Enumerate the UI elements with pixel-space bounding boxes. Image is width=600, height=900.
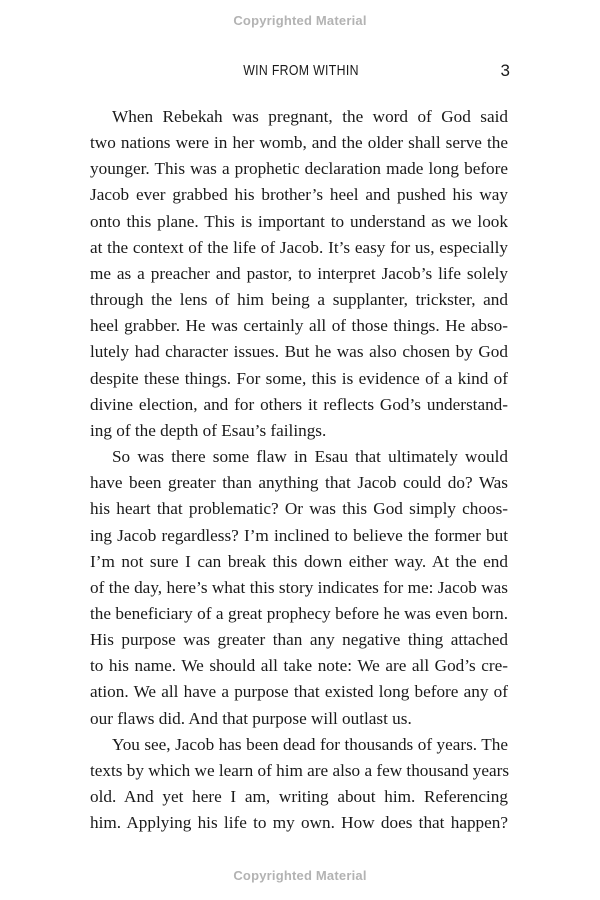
running-title: WIN FROM WITHIN xyxy=(243,62,359,79)
text-line: him. Applying his life to my own. How does that happen? xyxy=(90,813,508,833)
text-line: have been greater than anything that Jacob could do? Was xyxy=(90,473,508,493)
paragraph-3 xyxy=(90,732,508,837)
text-line: onto this plane. This is important to understand as we look xyxy=(90,211,508,231)
page-number: 3 xyxy=(500,61,510,80)
text-line: despite these things. For some, this is evidence of a kind of xyxy=(90,368,508,388)
text-line: divine election, and for others it reflects God’s understand- xyxy=(90,394,508,414)
text-line: heel grabber. He was certainly all of those things. He abso- xyxy=(90,316,508,336)
text-line: me as a preacher and pastor, to interpret Jacob’s life solely xyxy=(90,263,508,283)
text-line: ation. We all have a purpose that existed long before any of xyxy=(90,682,508,702)
text-line: his heart that problematic? Or was this God simply choos- xyxy=(90,499,508,519)
text-line: lutely had character issues. But he was also chosen by God xyxy=(90,342,508,362)
text-line: You see, Jacob has been dead for thousands of years. The xyxy=(112,734,508,754)
text-line: ing Jacob regardless? I’m inclined to believe the former but xyxy=(90,525,508,545)
text-line: two nations were in her womb, and the older shall serve the xyxy=(90,133,508,153)
text-line: So was there some flaw in Esau that ultimately would xyxy=(112,447,508,467)
paragraph-1 xyxy=(90,104,508,444)
text-line: our flaws did. And that purpose will outlast us. xyxy=(90,708,412,728)
text-line: ing of the depth of Esau’s failings. xyxy=(90,420,327,440)
text-line: Jacob ever grabbed his brother’s heel and pushed his way xyxy=(90,185,508,205)
text-line: old. And yet here I am, writing about him. Referencing xyxy=(90,787,508,807)
text-line: I’m not sure I can break this down either way. At the end xyxy=(90,551,508,571)
text-line: texts by which we learn of him are also a few thousand years xyxy=(90,760,510,780)
watermark-bottom: Copyrighted Material xyxy=(233,868,367,883)
text-line: through the lens of him being a supplanter, trickster, and xyxy=(90,290,508,310)
text-line: the beneficiary of a great prophecy before he was even born. xyxy=(90,603,508,623)
paragraph-2 xyxy=(90,444,508,732)
text-line: to his name. We should all take note: We are all God’s cre- xyxy=(90,656,508,676)
text-line: younger. This was a prophetic declaration made long before xyxy=(90,159,508,179)
text-line: of the day, here’s what this story indicates for me: Jacob was xyxy=(90,577,508,597)
text-line: His purpose was greater than any negative thing attached xyxy=(90,630,508,650)
text-line: When Rebekah was pregnant, the word of God said xyxy=(112,107,508,126)
text-line: at the context of the life of Jacob. It’s easy for us, especially xyxy=(90,237,508,257)
running-head xyxy=(92,62,510,84)
body-text xyxy=(90,104,508,836)
watermark-top: Copyrighted Material xyxy=(233,13,367,28)
